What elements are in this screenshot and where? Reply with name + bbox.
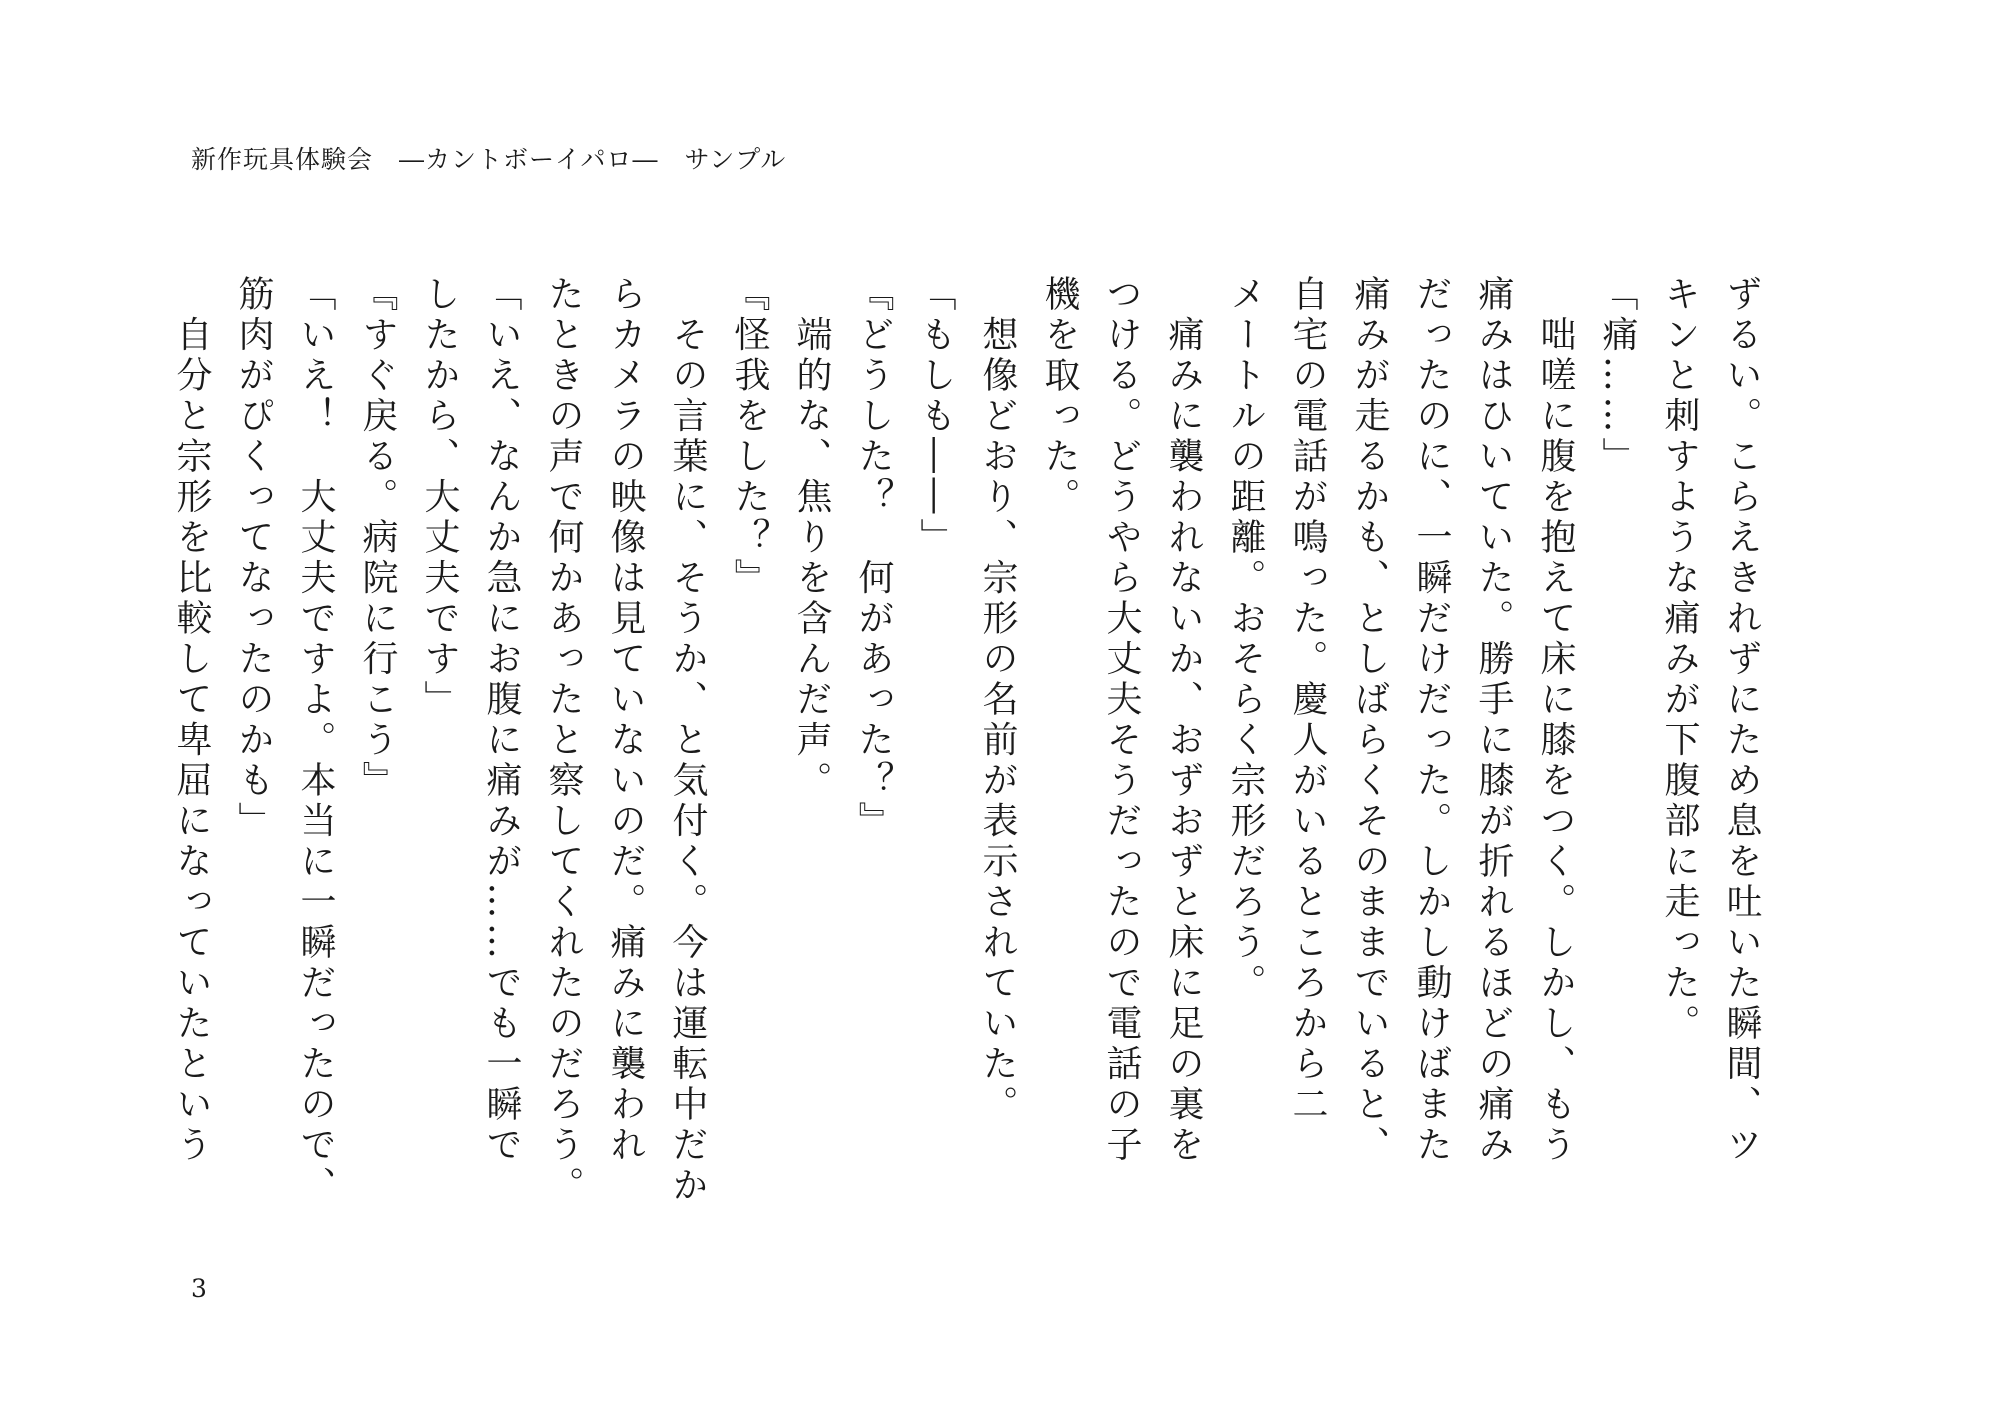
text-line: だったのに、一瞬だけだった。しかし動けばまた bbox=[1411, 275, 1452, 1166]
text-line: 自宅の電話が鳴った。慶人がいるところから二 bbox=[1287, 275, 1328, 1126]
page-number: 3 bbox=[191, 1274, 207, 1303]
text-line: 「いえ！ 大丈夫ですよ。本当に一瞬だったので、 bbox=[295, 275, 336, 1207]
text-line: 自分と宗形を比較して卑屈になっていたという bbox=[171, 275, 212, 1166]
text-line: 想像どおり、宗形の名前が表示されていた。 bbox=[977, 275, 1018, 1126]
text-line: 咄嗟に腹を抱えて床に膝をつく。しかし、もう bbox=[1535, 275, 1576, 1166]
text-line: ずるい。こらえきれずにため息を吐いた瞬間、ツ bbox=[1721, 275, 1762, 1166]
text-line: したから、大丈夫です」 bbox=[419, 275, 460, 721]
running-header: 新作玩具体験会 ―カントボーイパロ― サンプル bbox=[191, 145, 787, 174]
text-line: たときの声で何かあったと察してくれたのだろう。 bbox=[543, 275, 584, 1207]
text-line: つける。どうやら大丈夫そうだったので電話の子 bbox=[1101, 275, 1142, 1166]
text-line: らカメラの映像は見ていないのだ。痛みに襲われ bbox=[605, 275, 646, 1166]
text-line: キンと刺すような痛みが下腹部に走った。 bbox=[1659, 275, 1700, 1045]
text-line: 『すぐ戻る。病院に行こう』 bbox=[357, 275, 398, 802]
text-line: 筋肉がぴくってなったのかも」 bbox=[233, 275, 274, 842]
text-line: 『怪我をした？』 bbox=[729, 275, 770, 599]
text-line: 痛みが走るかも、としばらくそのままでいると、 bbox=[1349, 275, 1390, 1166]
text-line: 「もしも――」 bbox=[915, 275, 956, 559]
text-line: 『どうした？ 何があった？』 bbox=[853, 275, 894, 842]
text-line: 端的な、焦りを含んだ声。 bbox=[791, 275, 832, 802]
text-line: 「痛……」 bbox=[1597, 275, 1638, 478]
vertical-body-text bbox=[160, 275, 1772, 1207]
text-line: 「いえ、なんか急にお腹に痛みが……でも一瞬で bbox=[481, 275, 522, 1166]
text-line: その言葉に、そうか、と気付く。今は運転中だか bbox=[667, 275, 708, 1207]
text-line: メートルの距離。おそらく宗形だろう。 bbox=[1225, 275, 1266, 1004]
text-line: 機を取った。 bbox=[1039, 275, 1080, 518]
text-line: 痛みはひいていた。勝手に膝が折れるほどの痛み bbox=[1473, 275, 1514, 1166]
text-line: 痛みに襲われないか、おずおずと床に足の裏を bbox=[1163, 275, 1204, 1166]
